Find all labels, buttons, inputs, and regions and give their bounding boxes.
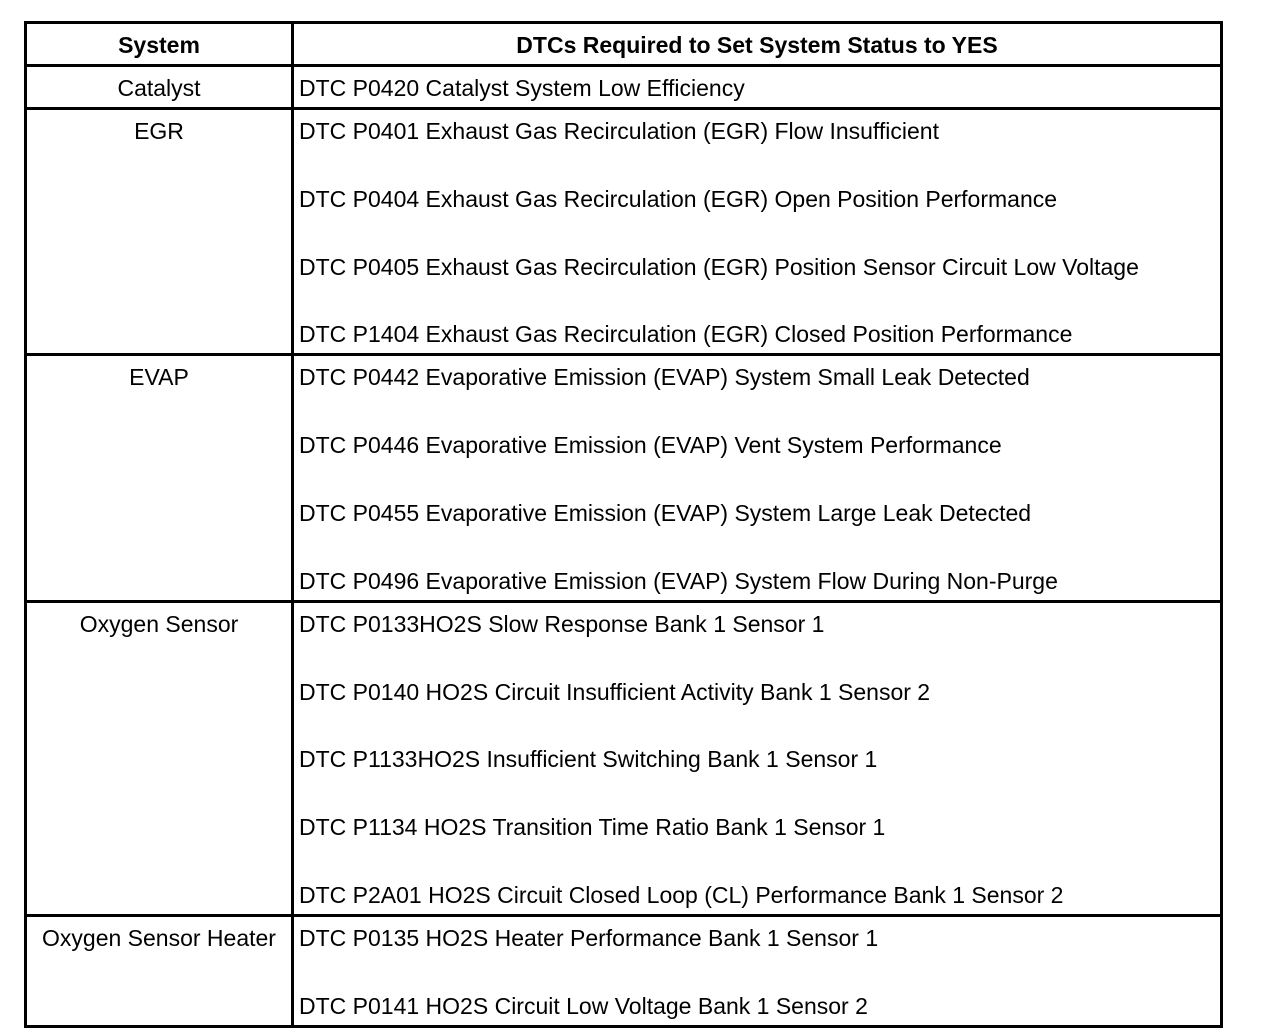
dtc-item: DTC P0141 HO2S Circuit Low Voltage Bank 1 Sensor 2 — [299, 992, 868, 1019]
dtc-system-status-table — [24, 21, 1223, 1028]
system-cell: EVAP — [26, 355, 293, 601]
dtc-item: DTC P0404 Exhaust Gas Recirculation (EGR) Open Position Performance — [299, 185, 1058, 212]
system-cell: Oxygen Sensor Heater — [26, 915, 293, 1026]
system-cell: EGR — [26, 109, 293, 355]
table-header-row — [26, 23, 1222, 66]
table-row-evap — [26, 355, 1222, 601]
dtc-item: DTC P0496 Evaporative Emission (EVAP) System Flow During Non-Purge — [299, 567, 1058, 594]
dtc-item: DTC P2A01 HO2S Circuit Closed Loop (CL) Performance Bank 1 Sensor 2 — [299, 881, 1064, 908]
header-dtcs: DTCs Required to Set System Status to YES — [293, 23, 1222, 66]
table-row-catalyst — [26, 66, 1222, 109]
dtc-item: DTC P0401 Exhaust Gas Recirculation (EGR) Flow Insufficient — [299, 118, 939, 144]
dtc-item: DTC P1133HO2S Insufficient Switching Bank 1 Sensor 1 — [299, 746, 878, 773]
dtc-cell — [293, 915, 1222, 1026]
dtc-item: DTC P0446 Evaporative Emission (EVAP) Vent System Performance — [299, 432, 1002, 459]
system-cell: Oxygen Sensor — [26, 601, 293, 915]
dtc-cell — [293, 601, 1222, 915]
dtc-item: DTC P0442 Evaporative Emission (EVAP) System Small Leak Detected — [299, 364, 1030, 391]
table-row-oxygen-sensor-heater — [26, 915, 1222, 1026]
table-row-egr — [26, 109, 1222, 355]
dtc-item: DTC P0135 HO2S Heater Performance Bank 1 Sensor 1 — [299, 924, 879, 951]
dtc-item: DTC P1134 HO2S Transition Time Ratio Bank 1 Sensor 1 — [299, 814, 886, 841]
table-row-oxygen-sensor — [26, 601, 1222, 915]
dtc-cell — [293, 109, 1222, 355]
dtc-cell — [293, 355, 1222, 601]
dtc-item: DTC P0405 Exhaust Gas Recirculation (EGR) Position Sensor Circuit Low Voltage — [299, 253, 1139, 280]
header-system: System — [26, 23, 293, 66]
dtc-item: DTC P0133HO2S Slow Response Bank 1 Sensor 1 — [299, 610, 825, 637]
dtc-item: DTC P0420 Catalyst System Low Efficiency — [299, 75, 745, 101]
system-cell: Catalyst — [26, 66, 293, 109]
dtc-item: DTC P1404 Exhaust Gas Recirculation (EGR) Closed Position Performance — [299, 321, 1073, 348]
dtc-item: DTC P0455 Evaporative Emission (EVAP) System Large Leak Detected — [299, 499, 1032, 526]
dtc-item: DTC P0140 HO2S Circuit Insufficient Activity Bank 1 Sensor 2 — [299, 678, 931, 705]
dtc-cell — [293, 66, 1222, 109]
